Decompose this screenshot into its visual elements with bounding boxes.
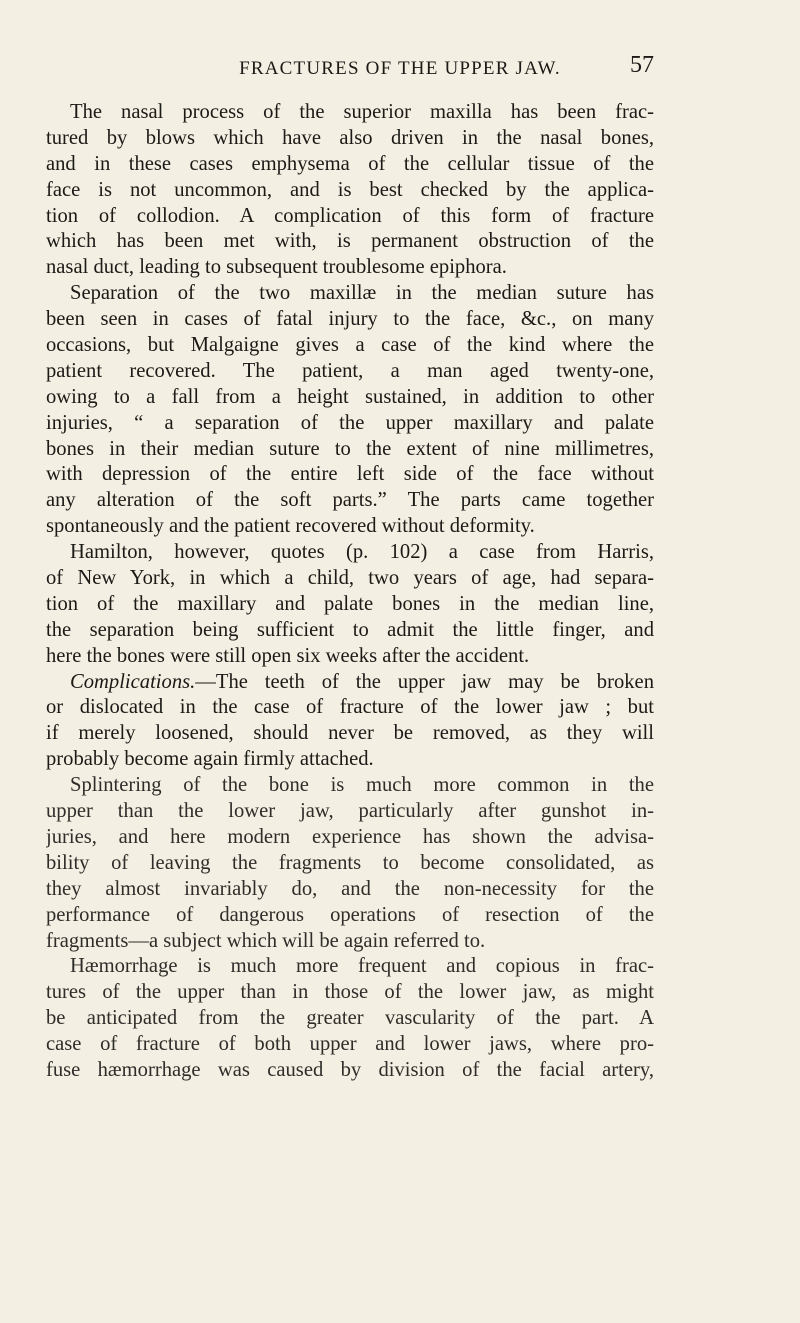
text-line: nasal duct, leading to subsequent troublesome epiphora.: [46, 256, 507, 279]
text-line: probably become again firmly attached.: [46, 748, 374, 771]
text-line: which has been met with, is permanent obstruction of the: [46, 230, 654, 253]
text-line: fuse hæmorrhage was caused by division of the facial artery,: [46, 1058, 654, 1081]
text-line: The nasal process of the superior maxilla has been frac-: [70, 101, 654, 123]
text-line: Complications.—The teeth of the upper jaw may be broken: [70, 670, 654, 693]
text-line: face is not uncommon, and is best checked by the applica-: [46, 178, 654, 201]
text-line: spontaneously and the patient recovered without deformity.: [46, 515, 535, 538]
text-line: Hæmorrhage is much more frequent and copious in frac-: [70, 955, 654, 978]
text-line: bility of leaving the fragments to become consolidated, as: [46, 851, 654, 874]
text-line: the separation being sufficient to admit the little finger, and: [46, 618, 654, 641]
text-line: if merely loosened, should never be removed, as they will: [46, 722, 654, 745]
body-text: [46, 100, 654, 1084]
text-line: with depression of the entire left side of the face without: [46, 463, 654, 486]
text-line: injuries, “ a separation of the upper maxillary and palate: [46, 411, 654, 434]
text-line: tures of the upper than in those of the lower jaw, as might: [46, 981, 654, 1004]
running-title: FRACTURES OF THE UPPER JAW.: [239, 58, 561, 79]
text-line: of New York, in which a child, two years of age, had separa-: [46, 567, 654, 590]
text-line: tured by blows which have also driven in the nasal bones,: [46, 126, 654, 149]
text-line: Separation of the two maxillæ in the median suture has: [70, 282, 654, 305]
page-header: [0, 52, 800, 88]
text-line: case of fracture of both upper and lower jaws, where pro-: [46, 1033, 654, 1056]
text-line: juries, and here modern experience has shown the advisa-: [46, 825, 654, 848]
text-line: patient recovered. The patient, a man aged twenty-one,: [46, 359, 654, 382]
text-line: fragments—a subject which will be again referred to.: [46, 929, 486, 952]
text-line: and in these cases emphysema of the cellular tissue of the: [46, 152, 654, 175]
text-line: tion of collodion. A complication of this form of fracture: [46, 204, 654, 227]
text-line: they almost invariably do, and the non-necessity for the: [46, 877, 654, 900]
text-line: upper than the lower jaw, particularly after gunshot in-: [46, 800, 654, 823]
text-line: Splintering of the bone is much more common in the: [70, 774, 654, 797]
text-line: be anticipated from the greater vascularity of the part. A: [46, 1007, 654, 1030]
text-line: or dislocated in the case of fracture of the lower jaw ; but: [46, 696, 654, 719]
text-line: performance of dangerous operations of resection of the: [46, 903, 654, 926]
text-line: Hamilton, however, quotes (p. 102) a case from Harris,: [70, 541, 654, 564]
text-line: any alteration of the soft parts.” The parts came together: [46, 489, 654, 512]
page-number: 57: [630, 52, 654, 78]
text-line: been seen in cases of fatal injury to the face, &c., on many: [46, 308, 654, 331]
text-line: owing to a fall from a height sustained, in addition to other: [46, 385, 654, 408]
text-line: occasions, but Malgaigne gives a case of the kind where the: [46, 334, 654, 357]
text-line: bones in their median suture to the extent of nine millimetres,: [46, 437, 654, 460]
text-line: tion of the maxillary and palate bones in the median line,: [46, 592, 654, 615]
text-line: here the bones were still open six weeks after the accident.: [46, 644, 530, 667]
